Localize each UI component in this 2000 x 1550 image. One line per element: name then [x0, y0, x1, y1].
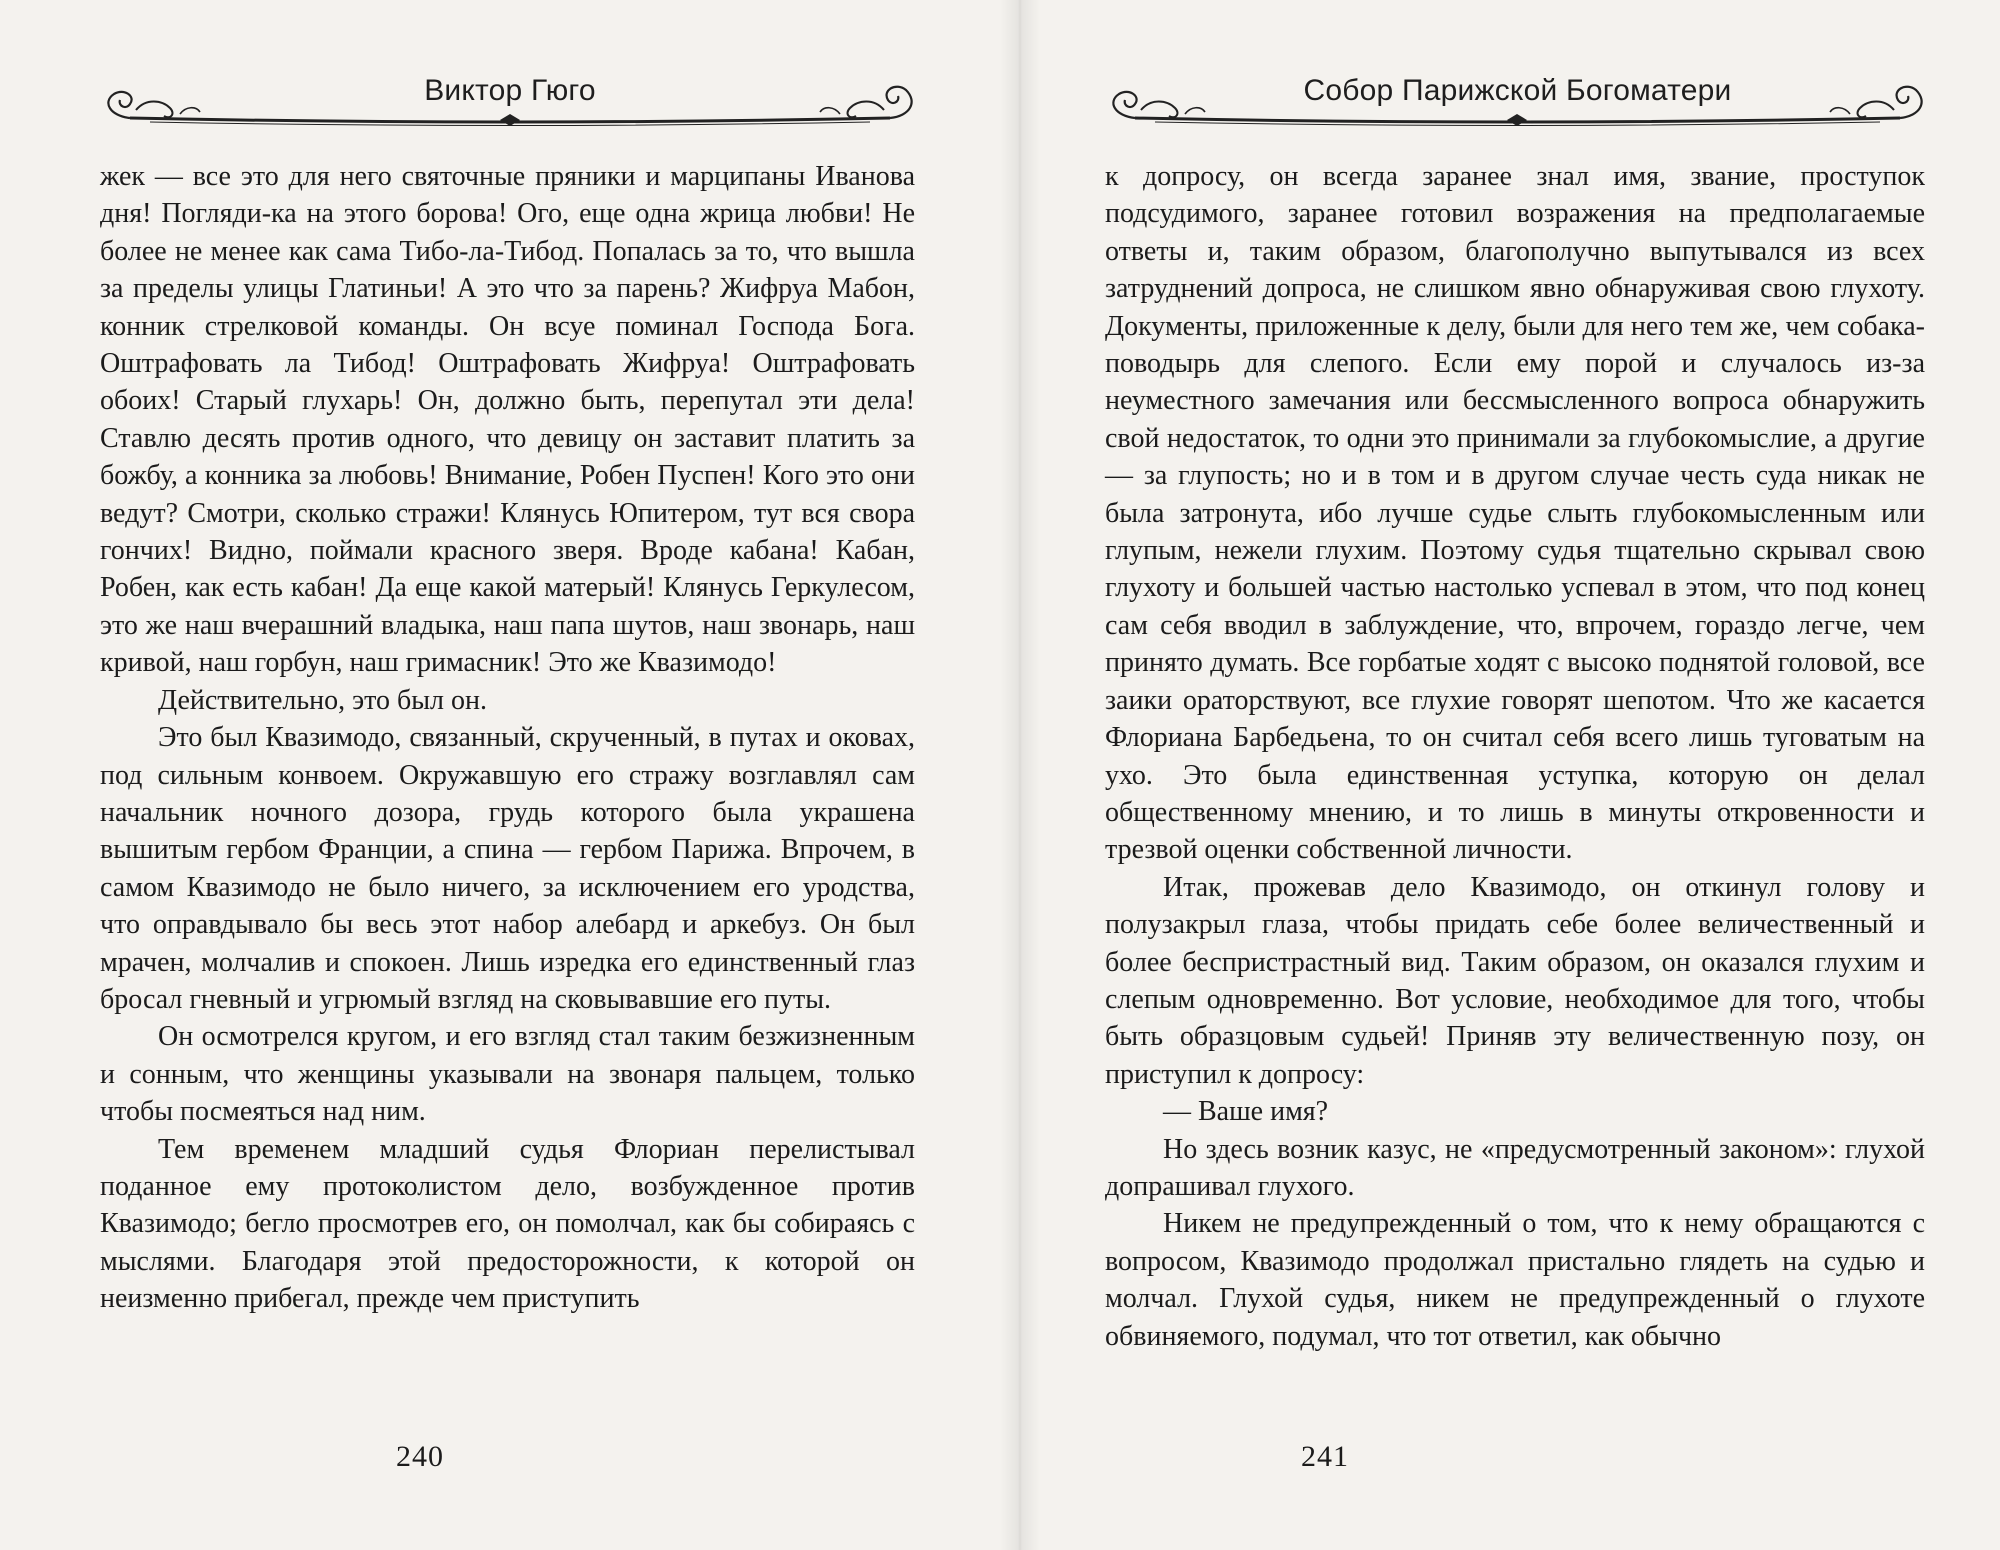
running-head-title: Собор Парижской Богоматери [1303, 74, 1732, 107]
paragraph: — Ваше имя? [1163, 1096, 1329, 1128]
left-body-text [100, 158, 915, 1318]
paragraph: Действительно, это был он. [158, 684, 488, 716]
paragraph: Но здесь возник казус, не «предусмотренный законом»: глухой допрашивал глухого. [1105, 1133, 1925, 1202]
left-page [90, 0, 930, 1550]
paragraph: Тем временем младший судья Флориан перелистывал поданное ему протоколистом дело, возбужденное против Квазимодо; бегло просмотрев его, он помолчал, как бы собираясь с мыслями. Благодаря этой предосторожности, к которой он неизменно прибегал, прежде чем приступить [100, 1133, 915, 1315]
right-page [1095, 0, 1940, 1550]
running-head-author: Виктор Гюго [424, 74, 596, 107]
right-header [1095, 60, 1940, 140]
page-number: 241 [1301, 1440, 1349, 1473]
paragraph: Никем не предупрежденный о том, что к нему обращаются с вопросом, Квазимодо продолжал пристально глядеть на судью и молчал. Глухой судья, никем не предупрежденный о глухоте обвиняемого, подумал, что тот ответил, как обычно [1105, 1208, 1925, 1352]
paragraph: Итак, прожевав дело Квазимодо, он откинул голову и полузакрыл глаза, чтобы придать себе более величественный и более беспристрастный вид. Таким образом, он оказался глухим и слепым одновременно. Вот условие, необходимое для того, чтобы быть образцовым судьей! Приняв эту величественную позу, он приступил к допросу: [1105, 871, 1925, 1090]
book-gutter [1000, 0, 1040, 1550]
paragraph: Это был Квазимодо, связанный, скрученный, в путах и оковах, под сильным конвоем. Окружавшую его стражу возглавлял сам начальник ночного дозора, грудь которого была украшена вышитым гербом Франции, а спина — гербом Парижа. Впрочем, в самом Квазимодо не было ничего, за исключением его уродства, что оправдывало бы весь этот набор алебард и аркебуз. Он был мрачен, молчалив и спокоен. Лишь изредка его единственный глаз бросал гневный и угрюмый взгляд на сковывавшие его путы. [100, 722, 915, 1015]
left-header [90, 60, 930, 140]
paragraph: к допросу, он всегда заранее знал имя, звание, проступок подсудимого, заранее готовил возражения на предполагаемые ответы и, таким образом, благополучно выпутывался из всех затруднений допроса, не слишком явно обнаруживая свою глухоту. Документы, приложенные к делу, были для него тем же, чем собака-поводырь для слепого. Если ему порой и случалось из-за неуместного замечания или бессмысленного вопроса обнаружить свой недостаток, то одни это принимали за глубокомыслие, а другие — за глупость; но и в том и в другом случае честь суда никак не была затронута, ибо лучше судье слыть глубокомысленным или глупым, нежели глухим. Поэтому судья тщательно скрывал свою глухоту и большей частью настолько успевал в этом, что под конец сам себя вводил в заблуждение, что, впрочем, гораздо легче, чем принято думать. Все горбатые ходят с высоко поднятой головой, все заики ораторствуют, все глухие говорят шепотом. Что же касается Флориана Барбедьена, то он считал себя всего лишь туговатым на ухо. Это была единственная уступка, которую он делал общественному мнению, и то лишь в минуты откровенности и трезвой оценки собственной личности. [1105, 161, 1925, 866]
right-body-text [1105, 158, 1925, 1355]
paragraph: жек — все это для него святочные пряники и марципаны Иванова дня! Погляди-ка на этого борова! Ого, еще одна жрица любви! Не более не менее как сама Тибо-ла-Тибод. Попалась за то, что вышла за пределы улицы Глатиньи! А это что за парень? Жифруа Мабон, конник стрелковой команды. Он всуе поминал Господа Бога. Оштрафовать ла Тибод! Оштрафовать Жифруа! Оштрафовать обоих! Старый глухарь! Он, должно быть, перепутал эти дела! Ставлю десять против одного, что девицу он заставит платить за божбу, а конника за любовь! Внимание, Робен Пуспен! Кого это они ведут? Смотри, сколько стражи! Клянусь Юпитером, тут вся свора гончих! Видно, поймали красного зверя. Вроде кабана! Кабан, Робен, как есть кабан! Да еще какой матерый! Клянусь Геркулесом, это же наш вчерашний владыка, наш папа шутов, наш звонарь, наш кривой, наш горбун, наш гримасник! Это же Квазимодо! [100, 161, 915, 679]
page-number: 240 [396, 1440, 444, 1473]
paragraph: Он осмотрелся кругом, и его взгляд стал таким безжизненным и сонным, что женщины указывали на звонаря пальцем, только чтобы посмеяться над ним. [100, 1021, 915, 1128]
